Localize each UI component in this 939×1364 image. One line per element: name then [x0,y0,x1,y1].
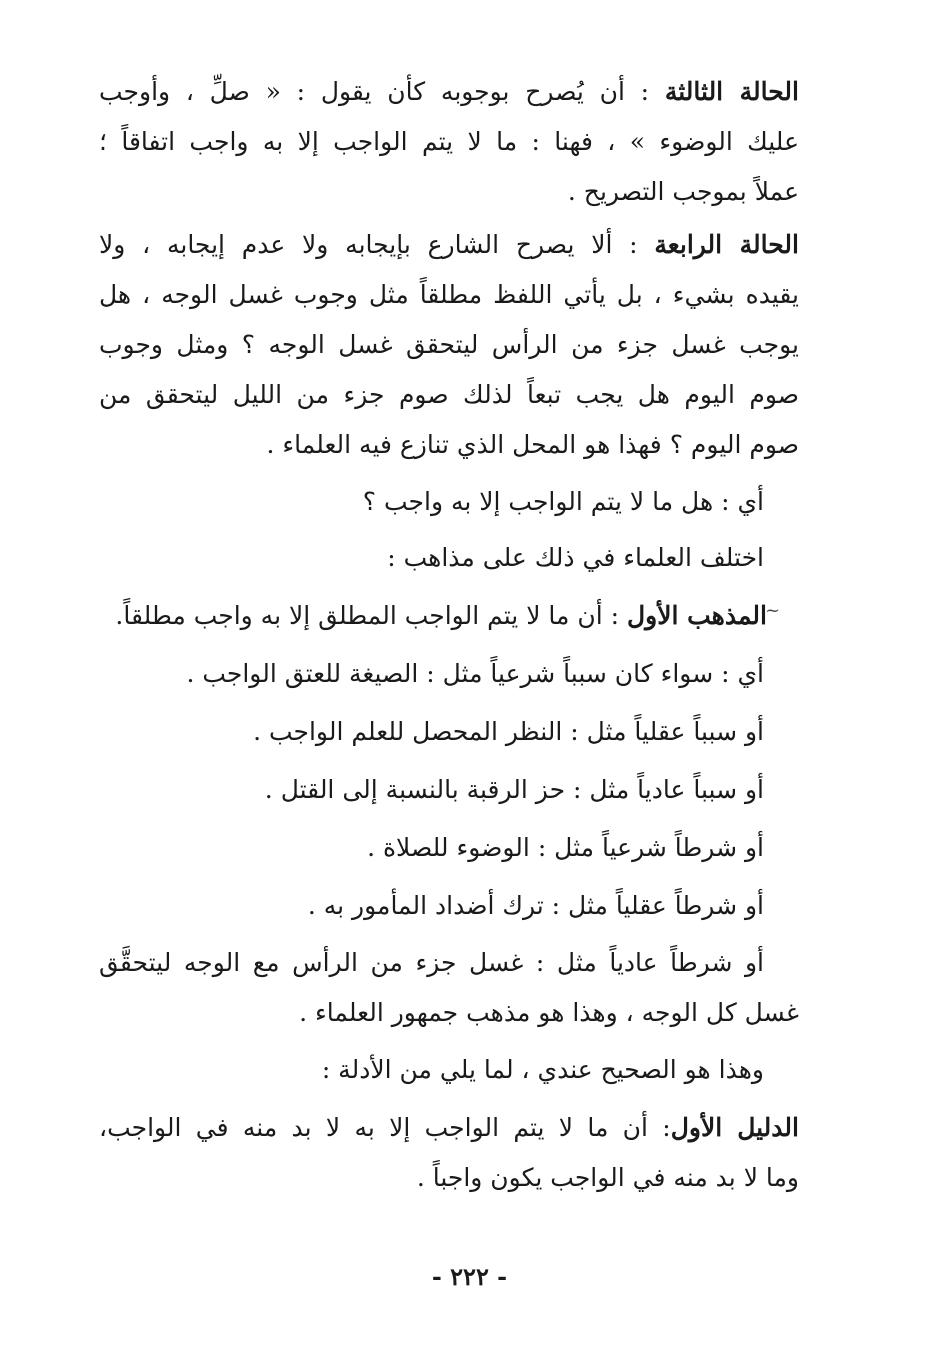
text-line: أو شرطاً شرعياً مثل : الوضوء للصلاة . [367,833,764,862]
text-line: المذهب الأول : أن ما لا يتم الواجب المطلق إلا به واجب مطلقاً. [115,601,767,630]
text-line: وما لا بد منه في الواجب يكون واجباً . [416,1163,799,1192]
margin-mark: ~ [765,600,781,621]
page-number: - ٢٢٢ - [431,1262,508,1291]
heading-third-case: الحالة الثالثة [664,77,799,106]
text-line: صوم اليوم هل يجب تبعاً لذلك صوم جزء من الليل ليتحقق من [99,380,799,409]
text-line: أي : سواء كان سبباً شرعياً مثل : الصيغة للعتق الواجب . [186,659,764,688]
heading-first-school: المذهب الأول [626,601,767,630]
text-line: عملاً بموجب التصريح . [567,177,799,206]
text-line: وهذا هو الصحيح عندي ، لما يلي من الأدلة : [321,1055,764,1084]
text-line: يوجب غسل جزء من الرأس ليتحقق غسل الوجه ؟ ومثل وجوب [99,330,799,359]
text-line: أي : هل ما لا يتم الواجب إلا به واجب ؟ [362,487,764,516]
text-line: أو سبباً عقلياً مثل : النظر المحصل للعلم الواجب . [253,717,764,746]
text-line: أو شرطاً عادياً مثل : غسل جزء من الرأس مع الوجه ليتحقَّق [99,948,764,977]
text-line: أو شرطاً عقلياً مثل : ترك أضداد المأمور به . [307,891,764,920]
text-line: صوم اليوم ؟ فهذا هو المحل الذي تنازع فيه العلماء . [266,430,799,459]
text-line: يقيده بشيء ، بل يأتي اللفظ مطلقاً مثل وجوب غسل الوجه ، هل [99,280,799,309]
heading-first-proof: الدليل الأول [670,1113,799,1142]
text-line: عليك الوضوء » ، فهنا : ما لا يتم الواجب إلا به واجب اتفاقاً ؛ [99,127,799,156]
text-line: غسل كل الوجه ، وهذا هو مذهب جمهور العلماء . [299,998,799,1027]
text-line: أو سبباً عادياً مثل : حز الرقبة بالنسبة إلى القتل . [264,775,764,804]
text-line: الدليل الأول: أن ما لا يتم الواجب إلا به لا بد منه في الواجب، [99,1113,799,1142]
heading-fourth-case: الحالة الرابعة [654,230,799,259]
text-line: اختلف العلماء في ذلك على مذاهب : [387,543,764,572]
text-line: الحالة الثالثة : أن يُصرح بوجوبه كأن يقول : « صلِّ ، وأوجب [99,77,799,106]
text-line: الحالة الرابعة : ألا يصرح الشارع بإيجابه ولا عدم إيجابه ، ولا [99,230,799,259]
